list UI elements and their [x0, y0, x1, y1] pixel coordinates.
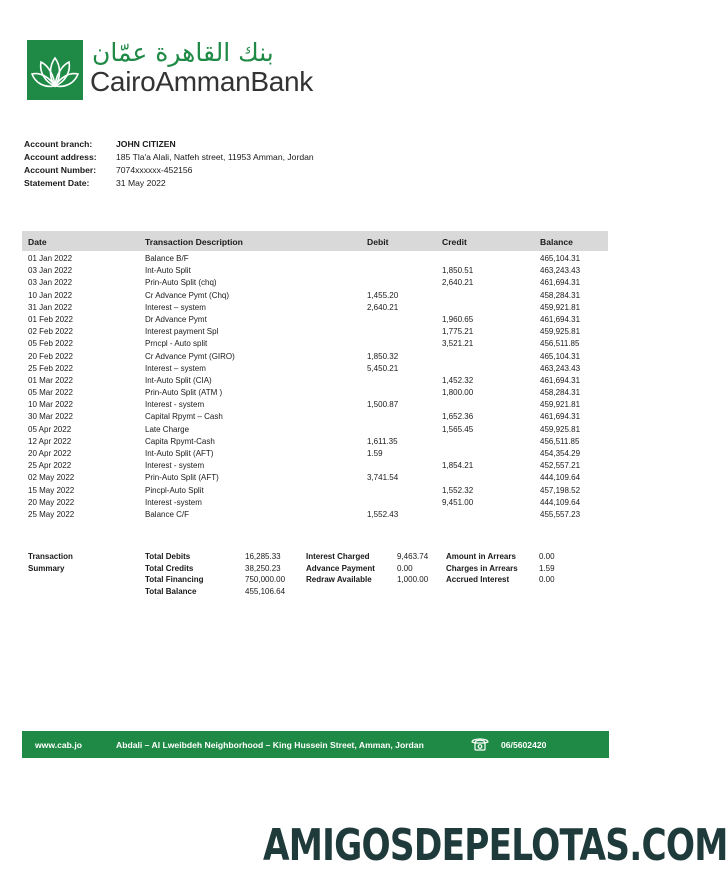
cell-description: Int-Auto Split (CIA): [145, 375, 212, 385]
interest-label: Advance Payment: [306, 563, 375, 573]
bank-logo-mark: [27, 40, 83, 100]
cell-credit: 1,775.21: [442, 327, 474, 337]
cell-date: 02 May 2022: [28, 473, 75, 483]
cell-credit: 1,960.65: [442, 314, 474, 324]
bank-name-part1: CairoAmman: [90, 66, 251, 97]
summary-title-line1: Transaction: [28, 552, 73, 561]
total-label: Total Financing: [145, 575, 204, 585]
cell-credit: 1,854.21: [442, 461, 474, 471]
interest-label: Redraw Available: [306, 575, 372, 585]
cell-credit: 1,452.32: [442, 375, 474, 385]
table-row: [22, 291, 608, 303]
cell-balance: 444,109.64: [540, 473, 581, 483]
table-row: [22, 339, 608, 351]
cell-debit: 1,850.32: [367, 351, 399, 361]
cell-date: 25 May 2022: [28, 509, 75, 519]
arrears-labels: [446, 551, 518, 586]
cell-date: 10 Mar 2022: [28, 400, 73, 410]
table-row: [22, 376, 608, 388]
cell-credit: 2,640.21: [442, 278, 474, 288]
bank-name-part2: Bank: [250, 66, 314, 97]
cell-balance: 461,694.31: [540, 278, 581, 288]
cell-date: 05 Apr 2022: [28, 424, 72, 434]
table-row: [22, 254, 608, 266]
cell-credit: 1,800.00: [442, 388, 474, 398]
total-label: Total Balance: [145, 586, 197, 596]
cell-description: Balance B/F: [145, 254, 189, 263]
cell-description: Interest – system: [145, 302, 206, 312]
header-description: Transaction Description: [145, 237, 243, 247]
cell-date: 20 May 2022: [28, 497, 75, 507]
total-value: 750,000.00: [245, 575, 286, 585]
interest-label: Interest Charged: [306, 552, 370, 561]
summary-title: [28, 551, 73, 574]
bank-name-arabic: بنك القاهرة عمّان: [92, 38, 274, 67]
cell-date: 25 Feb 2022: [28, 363, 73, 373]
header-balance: Balance: [540, 237, 573, 247]
cell-description: Capital Rpymt – Cash: [145, 412, 223, 422]
cell-balance: 458,284.31: [540, 290, 581, 300]
header-debit: Debit: [367, 237, 389, 247]
cell-balance: 458,284.31: [540, 388, 581, 398]
cell-debit: 3,741.54: [367, 473, 399, 483]
footer-phone: 06/5602420: [501, 740, 547, 750]
cell-balance: 456,511.85: [540, 436, 580, 446]
cell-description: Interest – system: [145, 363, 206, 373]
cell-description: Prin-Auto Split (ATM ): [145, 388, 223, 398]
cell-date: 25 Apr 2022: [28, 461, 72, 471]
cell-date: 20 Feb 2022: [28, 351, 73, 361]
arrears-label: Accrued Interest: [446, 575, 510, 585]
watermark-text: AMIGOSDEPELOTAS.COM: [263, 820, 728, 871]
cell-date: 01 Feb 2022: [28, 314, 73, 324]
cell-description: Dr Advance Pymt: [145, 314, 207, 324]
cell-date: 03 Jan 2022: [28, 266, 73, 276]
statement-date-value: 31 May 2022: [116, 178, 166, 188]
cell-balance: 461,694.31: [540, 375, 581, 385]
interest-labels: [306, 551, 375, 586]
interest-value: 9,463.74: [397, 552, 429, 561]
account-number-value: 7074xxxxxx-452156: [116, 165, 193, 175]
table-row: [22, 327, 608, 339]
account-number-label: Account Number:: [24, 165, 97, 175]
table-row: [22, 352, 608, 364]
cell-description: Balance C/F: [145, 509, 190, 519]
cell-date: 10 Jan 2022: [28, 290, 73, 300]
statement-date-label: Statement Date:: [24, 178, 90, 188]
footer-website-link[interactable]: www.cab.jo: [35, 740, 82, 750]
cell-debit: 1,455.20: [367, 290, 399, 300]
cell-description: Late Charge: [145, 424, 190, 434]
cell-balance: 461,694.31: [540, 412, 581, 422]
cell-debit: 2,640.21: [367, 302, 399, 312]
header-date: Date: [28, 237, 47, 247]
footer-address: Abdali – Al Lweibdeh Neighborhood – King Hussein Street, Amman, Jordan: [116, 740, 424, 750]
table-row: [22, 412, 608, 424]
cell-date: 05 Mar 2022: [28, 388, 73, 398]
account-info: [24, 138, 314, 190]
cell-balance: 452,557.21: [540, 461, 581, 471]
summary-title-line2: Summary: [28, 563, 65, 573]
table-row: [22, 425, 608, 437]
cell-description: Cr Advance Pymt (Chq): [145, 290, 230, 300]
table-row: [22, 364, 608, 376]
cell-description: Interest - system: [145, 400, 205, 410]
total-label: Total Credits: [145, 563, 194, 573]
table-row: [22, 303, 608, 315]
cell-credit: 1,850.51: [442, 266, 474, 276]
cell-balance: 444,109.64: [540, 497, 581, 507]
cell-date: 30 Mar 2022: [28, 412, 73, 422]
cell-date: 01 Jan 2022: [28, 254, 73, 263]
cell-balance: 459,925.81: [540, 327, 581, 337]
branch-label: Account branch:: [24, 139, 93, 149]
cell-date: 31 Jan 2022: [28, 302, 73, 312]
cell-description: Int-Auto Split (AFT): [145, 449, 214, 458]
cell-balance: 459,921.81: [540, 302, 581, 312]
arrears-value: 0.00: [539, 575, 555, 585]
interest-value: 0.00: [397, 563, 413, 573]
arrears-value: 0.00: [539, 552, 555, 561]
table-row: [22, 400, 608, 412]
cell-balance: 461,694.31: [540, 314, 581, 324]
cell-date: 15 May 2022: [28, 485, 75, 495]
cell-date: 12 Apr 2022: [28, 436, 72, 446]
arrears-values: [539, 551, 555, 586]
table-row: [22, 315, 608, 327]
cell-debit: 5,450.21: [367, 363, 399, 373]
cell-description: Interest payment Spl: [145, 327, 219, 337]
arrears-value: 1.59: [539, 563, 555, 573]
table-row: [22, 486, 608, 498]
arrears-label: Amount in Arrears: [446, 552, 516, 561]
table-row: [22, 449, 608, 461]
table-row: [22, 510, 608, 522]
cell-balance: 465,104.31: [540, 254, 581, 263]
cell-date: 05 Feb 2022: [28, 339, 73, 349]
cell-credit: 3,521.21: [442, 339, 474, 349]
cell-date: 01 Mar 2022: [28, 375, 73, 385]
cell-balance: 456,511.85: [540, 339, 580, 349]
table-row: [22, 266, 608, 278]
bank-name-latin: [90, 66, 313, 98]
cell-date: 03 Jan 2022: [28, 278, 73, 288]
cell-balance: 463,243.43: [540, 363, 581, 373]
table-row: [22, 388, 608, 400]
table-row: [22, 498, 608, 510]
cell-description: Prin-Auto Split (AFT): [145, 473, 219, 483]
table-row: [22, 278, 608, 290]
arrears-label: Charges in Arrears: [446, 563, 518, 573]
cell-balance: 459,925.81: [540, 424, 581, 434]
transactions-header: [22, 231, 608, 251]
interest-value: 1,000.00: [397, 575, 429, 585]
cell-description: Interest -system: [145, 497, 202, 507]
cell-debit: 1.59: [367, 449, 383, 458]
footer-bar: [22, 731, 609, 758]
leaf-emblem-icon: [27, 40, 83, 100]
address-value: 185 Tla'a Alali, Natfeh street, 11953 Amman, Jordan: [116, 152, 314, 162]
cell-credit: 9,451.00: [442, 497, 474, 507]
cell-balance: 457,198.52: [540, 485, 581, 495]
cell-description: Pincpl-Auto Split: [145, 485, 204, 495]
total-value: 38,250.23: [245, 563, 281, 573]
cell-description: Cr Advance Pymt (GIRO): [145, 351, 235, 361]
transactions-table: [22, 254, 608, 522]
cell-debit: 1,500.87: [367, 400, 399, 410]
cell-balance: 463,243.43: [540, 266, 581, 276]
totals-labels: [145, 551, 204, 597]
cell-date: 20 Apr 2022: [28, 449, 72, 458]
cell-debit: 1,611.35: [367, 436, 398, 446]
table-row: [22, 437, 608, 449]
cell-balance: 454,354.29: [540, 449, 581, 458]
interest-values: [397, 551, 428, 586]
cell-balance: 465,104.31: [540, 351, 581, 361]
cell-description: Prin-Auto Split (chq): [145, 278, 217, 288]
table-row: [22, 473, 608, 485]
address-label: Account address:: [24, 152, 97, 162]
cell-balance: 459,921.81: [540, 400, 581, 410]
cell-description: Int-Auto Split: [145, 266, 191, 276]
total-label: Total Debits: [145, 552, 191, 561]
totals-values: [245, 551, 285, 597]
table-row: [22, 461, 608, 473]
cell-description: Interest - system: [145, 461, 205, 471]
cell-description: Prncpl - Auto split: [145, 339, 208, 349]
header-credit: Credit: [442, 237, 467, 247]
cell-balance: 455,557.23: [540, 509, 581, 519]
telephone-icon: [471, 737, 489, 751]
cell-debit: 1,552.43: [367, 509, 399, 519]
branch-value: JOHN CITIZEN: [116, 139, 176, 149]
cell-description: Capita Rpymt-Cash: [145, 436, 215, 446]
total-value: 455,106.64: [245, 586, 286, 596]
cell-date: 02 Feb 2022: [28, 327, 73, 337]
cell-credit: 1,565.45: [442, 424, 474, 434]
cell-credit: 1,552.32: [442, 485, 474, 495]
cell-credit: 1,652.36: [442, 412, 474, 422]
total-value: 16,285.33: [245, 552, 281, 561]
